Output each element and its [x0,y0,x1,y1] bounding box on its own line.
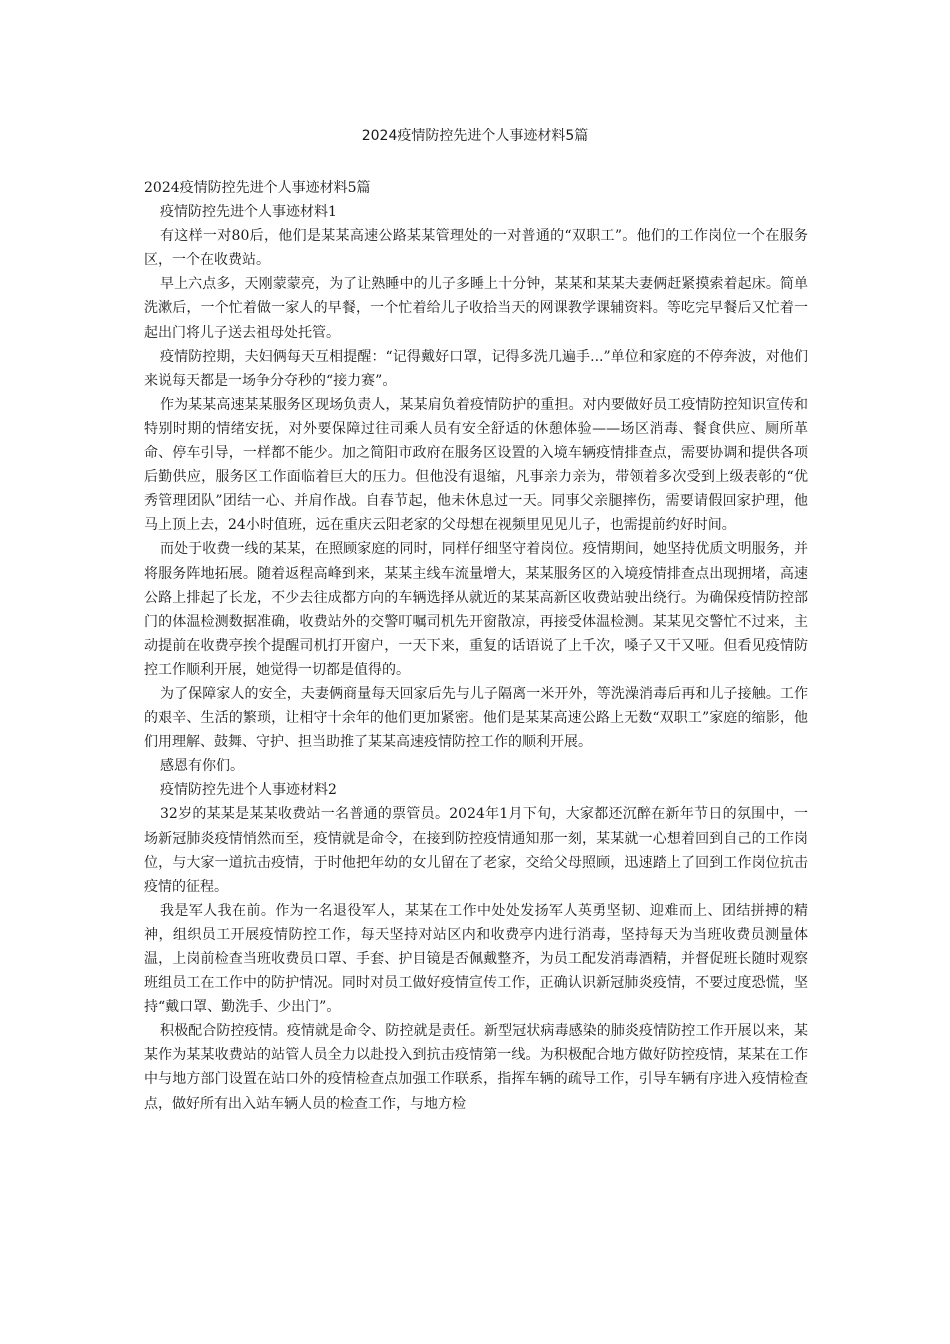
paragraph: 积极配合防控疫情。疫情就是命令、防控就是责任。新型冠状病毒感染的肺炎疫情防控工作开展以来，某某作为某某收费站的站管人员全力以赴投入到抗击疫情第一线。为积极配合地方做好防控疫情，某某在工作中与地方部门设置在站口外的疫情检查点加强工作联系，指挥车辆的疏导工作，引导车辆有序进入疫情检查点，做好所有出入站车辆人员的检查工作，与地方检 [144,1023,808,1112]
document-body [144,176,808,1116]
paragraph: 感恩有你们。 [160,758,244,775]
document-title: 2024疫情防控先进个人事迹材料5篇 [361,128,589,144]
paragraph: 32岁的某某是某某收费站一名普通的票管员。2024年1月下旬，大家都还沉醉在新年节日的氛围中，一场新冠肺炎疫情悄然而至，疫情就是命令，在接到防控疫情通知那一刻，某某就一心想着回到自己的工作岗位，与大家一道抗击疫情，于时他把年幼的女儿留在了老家，交给父母照顾，迅速踏上了回到工作岗位抗击疫情的征程。 [144,806,808,895]
paragraph: 为了保障家人的安全，夫妻俩商量每天回家后先与儿子隔离一米开外，等洗澡消毒后再和儿子接触。工作的艰辛、生活的繁琐，让相守十余年的他们更加紧密。他们是某某高速公路上无数“双职工”家庭的缩影，他们用理解、鼓舞、守护、担当助推了某某高速疫情防控工作的顺利开展。 [144,685,808,751]
paragraph: 我是军人我在前。作为一名退役军人，某某在工作中处处发扬军人英勇坚韧、迎难而上、团结拼搏的精神，组织员工开展疫情防控工作，每天坚持对站区内和收费亭内进行消毒，坚持每天为当班收费员测量体温，上岗前检查当班收费员口罩、手套、护目镜是否佩戴整齐，为员工配发消毒酒精，并督促班长随时观察班组员工在工作中的防护情况。同时对员工做好疫情宣传工作，正确认识新冠肺炎疫情，不要过度恐慌，坚持“戴口罩、勤洗手、少出门”。 [144,902,808,1016]
paragraph: 有这样一对80后，他们是某某高速公路某某管理处的一对普通的“双职工”。他们的工作岗位一个在服务区，一个在收费站。 [144,228,808,269]
paragraph: 作为某某高速某某服务区现场负责人，某某肩负着疫情防护的重担。对内要做好员工疫情防控知识宣传和特别时期的情绪安抚，对外要保障过往司乘人员有安全舒适的休憩体验——场区消毒、餐食供应、厕所革命、停车引导，一样都不能少。加之简阳市政府在服务区设置的入境车辆疫情排查点，需要协调和提供各项后勤供应，服务区工作面临着巨大的压力。但他没有退缩，凡事亲力亲为，带领着多次受到上级表彰的“优秀管理团队”团结一心、并肩作战。自春节起，他未休息过一天。同事父亲腿摔伤，需要请假回家护理，他马上顶上去，24小时值班，远在重庆云阳老家的父母想在视频里见见儿子，也需提前约好时间。 [144,396,808,534]
paragraph: 早上六点多，天刚蒙蒙亮，为了让熟睡中的儿子多睡上十分钟，某某和某某夫妻俩赶紧摸索着起床。简单洗漱后，一个忙着做一家人的早餐，一个忙着给儿子收拾当天的网课教学课辅资料。等吃完早餐后又忙着一起出门将儿子送去祖母处托管。 [144,276,808,341]
paragraph: 而处于收费一线的某某，在照顾家庭的同时，同样仔细坚守着岗位。疫情期间，她坚持优质文明服务，并将服务阵地拓展。随着返程高峰到来，某某主线车流量增大，某某服务区的入境疫情排查点出现拥堵，高速公路上排起了长龙，不少去往成都方向的车辆选择从就近的某某高新区收费站驶出绕行。为确保疫情防控部门的体温检测数据准确，收费站外的交警叮嘱司机先开窗散凉，再接受体温检测。某某见交警忙不过来，主动提前在收费亭挨个提醒司机打开窗户，一天下来，重复的话语说了上千次，嗓子又干又哑。但看见疫情防控工作顺利开展，她觉得一切都是值得的。 [144,541,808,678]
paragraph: 2024疫情防控先进个人事迹材料5篇 [144,180,371,196]
paragraph: 疫情防控先进个人事迹材料1 [160,204,337,221]
paragraph: 疫情防控先进个人事迹材料2 [160,782,337,799]
paragraph: 疫情防控期，夫妇俩每天互相提醒：“记得戴好口罩，记得多洗几遍手...”单位和家庭的不停奔波，对他们来说每天都是一场争分夺秒的“接力赛”。 [144,348,808,389]
